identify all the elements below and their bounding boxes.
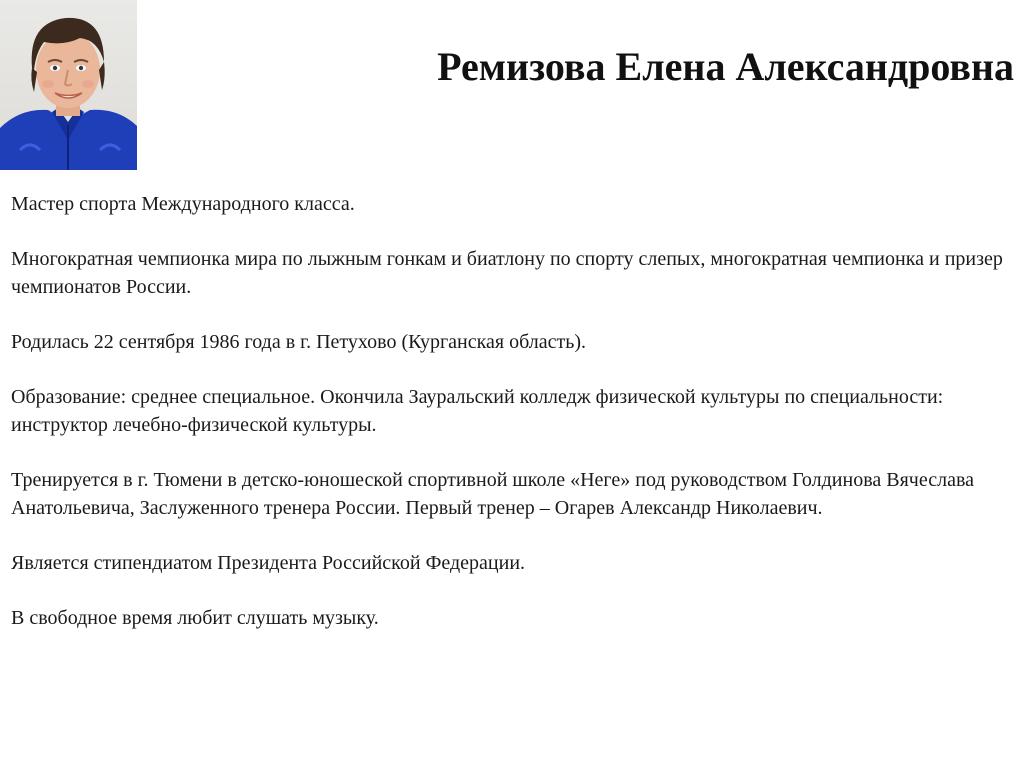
bio-paragraph-hobby: В свободное время любит слушать музыку. — [11, 607, 379, 629]
portrait-photo — [0, 0, 137, 170]
bio-paragraph-education: Образование: среднее специальное. Окончила Зауральский колледж физической культуры по специальности: инструктор лечебно-физической культуры. — [11, 386, 944, 436]
biography-text — [11, 190, 1011, 659]
page-title: Ремизова Елена Александровна — [437, 44, 1014, 89]
bio-paragraph-birth: Родилась 22 сентября 1986 года в г. Петухово (Курганская область). — [11, 331, 587, 353]
bio-paragraph-title-rank: Мастер спорта Международного класса. — [11, 193, 355, 215]
bio-paragraph-training: Тренируется в г. Тюмени в детско-юношеской спортивной школе «Неге» под руководством Голдинова Вячеслава Анатольевича, Заслуженного тренера России. Первый тренер – Огарев Александр Николаевич. — [11, 469, 975, 519]
bio-paragraph-scholarship: Является стипендиатом Президента Российской Федерации. — [11, 552, 526, 574]
portrait-illustration — [0, 0, 137, 170]
bio-paragraph-achievements: Многократная чемпионка мира по лыжным гонкам и биатлону по спорту слепых, многократная чемпионка и призер чемпионатов России. — [11, 248, 1003, 298]
